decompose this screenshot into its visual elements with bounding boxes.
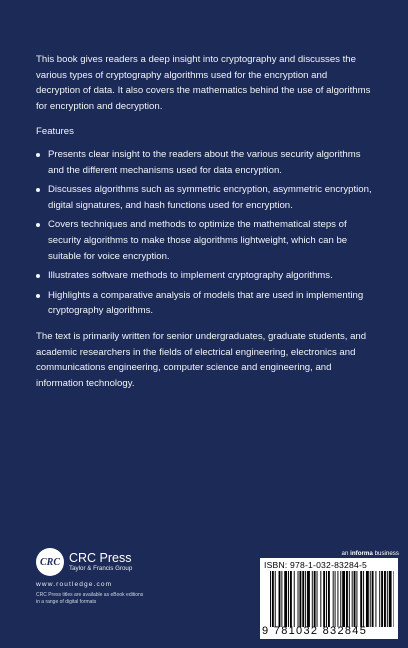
publisher-names — [69, 551, 132, 573]
feature-item — [36, 182, 374, 213]
informa-business-tag — [342, 550, 399, 557]
isbn-barcode-box — [260, 558, 398, 639]
barcode-icon — [270, 571, 394, 627]
bullet-icon — [36, 188, 40, 192]
informa-brand: informa — [350, 550, 373, 557]
bullet-icon — [36, 223, 40, 227]
ebook-note-line: CRC Press titles are available as eBook editions — [36, 592, 144, 598]
description-block — [36, 52, 374, 401]
feature-item — [36, 288, 374, 319]
intro-paragraph: This book gives readers a deep insight into cryptography and discusses the various types of cryptography algorithms used for the encryption and decryption of data. It also covers the mathematics behind the use of algorithms for encryption and decryption. — [36, 54, 371, 112]
audience-paragraph: The text is primarily written for senior undergraduates, graduate students, and academic researchers in the fields of electrical engineering, electronics and communications engineering, computer science and engineering, and information technology. — [36, 330, 367, 389]
isbn-label: ISBN: 978-1-032-83284-5 — [264, 560, 368, 570]
feature-text: Presents clear insight to the readers about the various security algorithms and the different mechanisms used for data encryption. — [48, 148, 361, 176]
crc-logo-icon: CRC — [36, 548, 64, 576]
feature-text: Illustrates software methods to implement cryptography algorithms. — [48, 270, 333, 282]
publisher-name: CRC Press — [69, 551, 132, 565]
feature-text: Discusses algorithms such as symmetric encryption, asymmetric encryption, digital signatures, and hash functions used for encryption. — [48, 184, 372, 211]
ebook-note — [36, 592, 216, 606]
informa-suffix: business — [372, 550, 399, 557]
features-heading: Features — [36, 126, 74, 138]
ebook-note-line: in a range of digital formats — [36, 599, 97, 605]
publisher-website: www.routledge.com — [36, 581, 113, 588]
feature-text: Covers techniques and methods to optimize the mathematical steps of security algorithms to make those algorithms lightweight, which can be suitable for voice encryption. — [48, 219, 348, 262]
publisher-block — [36, 548, 216, 606]
feature-text: Highlights a comparative analysis of models that are used in implementing cryptography algorithms. — [48, 289, 364, 317]
informa-prefix: an — [341, 550, 351, 557]
feature-item — [36, 217, 374, 264]
publisher-group: Taylor & Francis Group — [69, 565, 133, 572]
bullet-icon — [36, 274, 40, 278]
features-list — [36, 147, 374, 319]
feature-item — [36, 268, 374, 284]
publisher-logo-row — [36, 548, 216, 576]
barcode-digits: 9 781032 832845 — [262, 625, 368, 637]
feature-item — [36, 147, 374, 178]
bullet-icon — [36, 294, 40, 298]
bullet-icon — [36, 153, 40, 157]
